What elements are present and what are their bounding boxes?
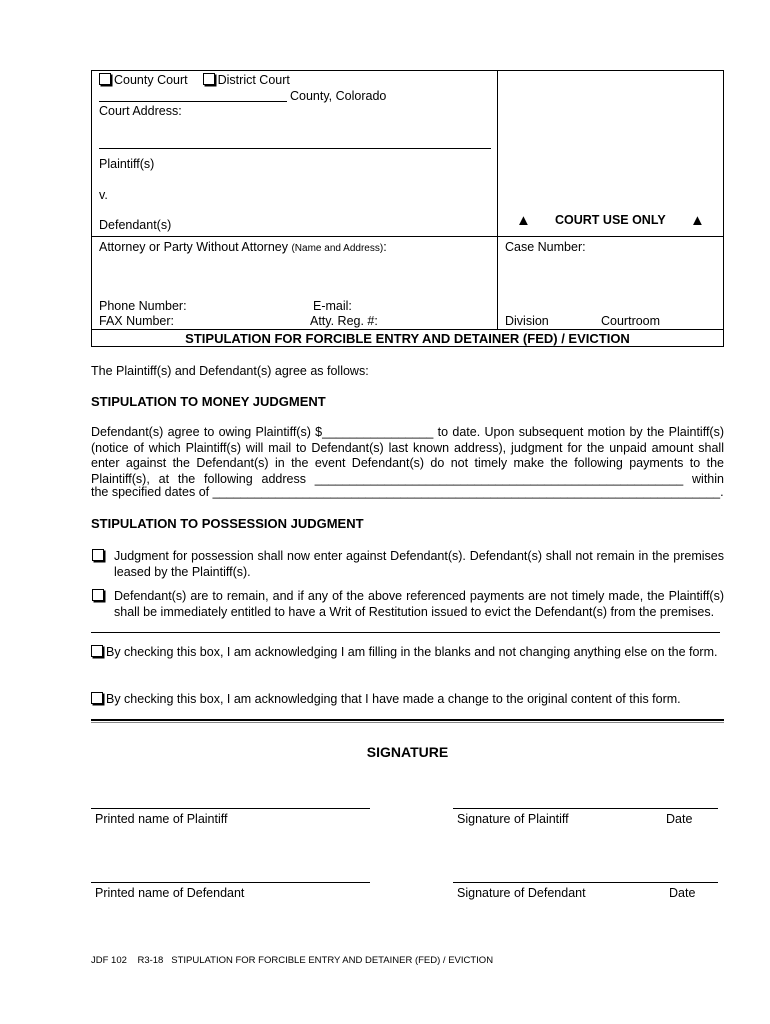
possession-option1-checkbox[interactable] <box>92 549 104 561</box>
case-number-label: Case Number: <box>505 240 586 254</box>
printed-defendant-label: Printed name of Defendant <box>95 886 245 900</box>
double-rule-bottom <box>91 722 724 723</box>
district-court-label: District Court <box>217 73 290 87</box>
printed-defendant-line[interactable] <box>91 882 370 883</box>
court-use-only-label: COURT USE ONLY <box>555 213 666 227</box>
caption-vertical-divider <box>497 70 498 329</box>
plaintiffs-label: Plaintiff(s) <box>99 157 155 171</box>
division-label: Division <box>505 314 549 328</box>
money-paragraph-dates: the specified dates of _________________________________________________________________________. <box>91 485 724 499</box>
court-type-row <box>99 73 290 87</box>
attorney-sub-label: (Name and Address) <box>291 243 384 254</box>
printed-plaintiff-label: Printed name of Plaintiff <box>95 812 228 826</box>
defendants-label: Defendant(s) <box>99 218 172 232</box>
county-colorado-label: County, Colorado <box>290 89 387 103</box>
v-label: v. <box>99 188 108 202</box>
ack2-checkbox[interactable] <box>91 692 103 704</box>
attorney-colon: : <box>383 240 387 254</box>
section-divider <box>91 632 720 633</box>
fax-label: FAX Number: <box>99 314 175 328</box>
signature-defendant-label: Signature of Defendant <box>457 886 586 900</box>
signature-plaintiff-line[interactable] <box>453 808 718 809</box>
district-court-checkbox[interactable] <box>203 73 215 85</box>
atty-reg-label: Atty. Reg. #: <box>310 314 378 328</box>
date-label-defendant: Date <box>669 886 696 900</box>
date-label-plaintiff: Date <box>666 812 693 826</box>
possession-heading: STIPULATION TO POSSESSION JUDGMENT <box>91 516 364 531</box>
triangle-up-icon-right: ▲ <box>690 212 705 229</box>
possession-option1-text: Judgment for possession shall now enter against Defendant(s). Defendant(s) shall not remain in the premises leased by the Plaintiff(s). <box>114 549 724 579</box>
county-blank-line[interactable] <box>99 101 287 102</box>
ack2-row <box>91 692 724 706</box>
intro-text: The Plaintiff(s) and Defendant(s) agree as follows: <box>91 364 369 378</box>
courtroom-label: Courtroom <box>601 314 661 328</box>
signature-plaintiff-label: Signature of Plaintiff <box>457 812 569 826</box>
ack2-text: By checking this box, I am acknowledging that I have made a change to the original content of this form. <box>106 692 681 706</box>
ack1-checkbox[interactable] <box>91 645 103 657</box>
ack1-text: By checking this box, I am acknowledging I am filling in the blanks and not changing anything else on the form. <box>106 645 718 659</box>
possession-option2-checkbox[interactable] <box>92 589 104 601</box>
triangle-up-icon-left: ▲ <box>516 212 531 229</box>
court-address-label: Court Address: <box>99 104 182 118</box>
court-address-line[interactable] <box>99 148 491 149</box>
double-rule-top <box>91 719 724 721</box>
county-court-checkbox[interactable] <box>99 73 111 85</box>
money-heading: STIPULATION TO MONEY JUDGMENT <box>91 394 326 409</box>
possession-option2-text: Defendant(s) are to remain, and if any of the above referenced payments are not timely made, the Plaintiff(s) shall be immediately entitled to have a Writ of Restitution issued to evict the Defendant(s) from the premises. <box>114 589 724 619</box>
signature-heading: SIGNATURE <box>366 744 449 760</box>
form-title: STIPULATION FOR FORCIBLE ENTRY AND DETAINER (FED) / EVICTION <box>185 331 630 346</box>
signature-defendant-line[interactable] <box>453 882 718 883</box>
email-label: E-mail: <box>313 299 352 313</box>
money-paragraph: Defendant(s) agree to owing Plaintiff(s) $________________ to date. Upon subsequent motion by the Plaintiff(s) (notice of which Plaintiff(s) will mail to Defendant(s) last known address), judgment for the unpaid amount shall enter against the Defendant(s) in the event Defendant(s) do not timely make the following payments to the Plaintiff(s), at the following address _____________________________________________________ within <box>91 425 724 486</box>
footer-text: JDF 102 R3-18 STIPULATION FOR FORCIBLE ENTRY AND DETAINER (FED) / EVICTION <box>91 955 494 966</box>
attorney-label-row <box>99 240 387 254</box>
phone-label: Phone Number: <box>99 299 187 313</box>
attorney-label: Attorney or Party Without Attorney <box>99 240 288 254</box>
county-court-label: County Court <box>114 73 188 87</box>
ack1-row <box>91 644 724 660</box>
caption-divider-2 <box>91 329 724 330</box>
caption-divider-1 <box>91 236 724 237</box>
printed-plaintiff-line[interactable] <box>91 808 370 809</box>
